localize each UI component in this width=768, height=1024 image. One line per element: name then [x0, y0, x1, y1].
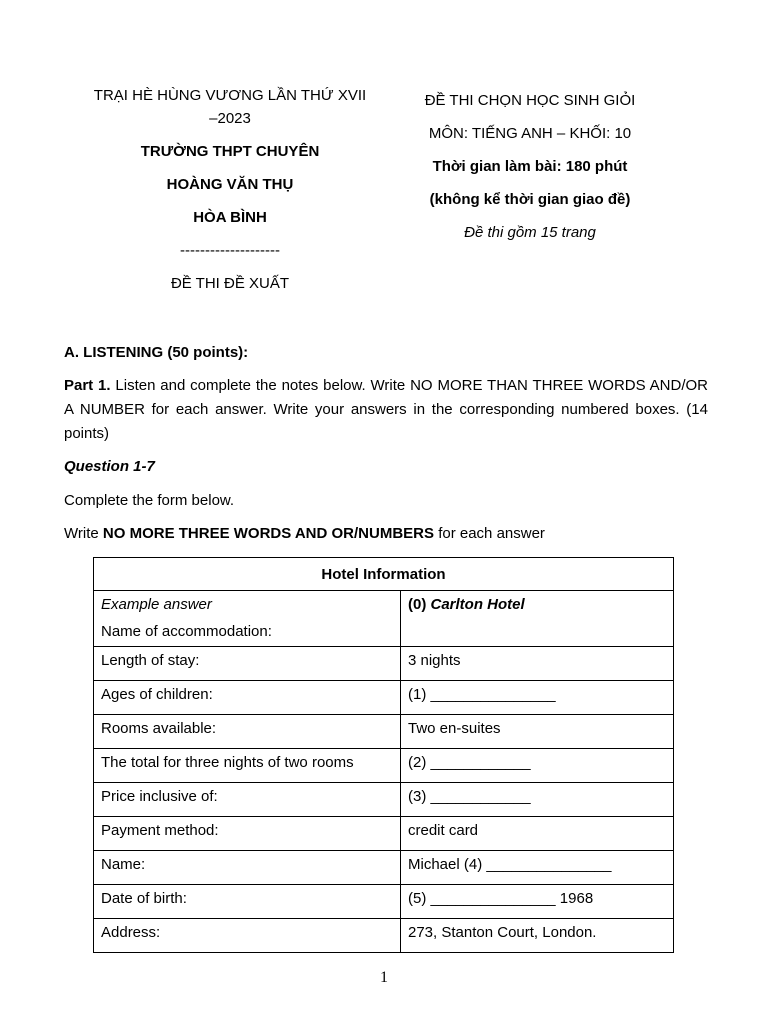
hotel-information-table	[93, 557, 674, 953]
table-row-example	[94, 591, 674, 647]
part-text: Listen and complete the notes below. Write NO MORE THAN THREE WORDS AND/OR A NUMBER for each answer. Write your answers in the corresponding numbered boxes. (14 points)	[64, 377, 709, 442]
row-value: 3 nights	[401, 647, 674, 681]
row-label: Address:	[94, 919, 401, 953]
table-row	[94, 715, 674, 749]
part-label: Part 1.	[64, 377, 111, 394]
part-1-instructions	[64, 374, 708, 446]
table-row	[94, 681, 674, 715]
section-title: A. LISTENING (50 points):	[64, 344, 249, 361]
example-field: Name of accommodation:	[101, 623, 272, 640]
proposal-label: ĐỀ THI ĐỀ XUẤT	[170, 275, 290, 292]
camp-title: TRẠI HÈ HÙNG VƯƠNG LẦN THỨ XVII	[93, 87, 367, 104]
row-value: credit card	[401, 817, 674, 851]
time-note: (không kể thời gian giao đề)	[429, 191, 631, 208]
exam-title: ĐỀ THI CHỌN HỌC SINH GIỎI	[424, 92, 636, 109]
example-value: Carlton Hotel	[430, 596, 525, 613]
subject-line: MÔN: TIẾNG ANH – KHỐI: 10	[428, 125, 632, 142]
table-title: Hotel Information	[94, 558, 674, 591]
instruction-pre: Write	[64, 525, 103, 542]
table-row	[94, 919, 674, 953]
row-label: Rooms available:	[94, 715, 401, 749]
header-divider: --------------------	[180, 242, 280, 259]
table-row	[94, 885, 674, 919]
table-row	[94, 647, 674, 681]
answer-blank-4[interactable]: Michael (4) _______________	[401, 851, 674, 885]
row-label: The total for three nights of two rooms	[94, 749, 401, 783]
answer-blank-1[interactable]: (1) _______________	[401, 681, 674, 715]
time-line: Thời gian làm bài: 180 phút	[432, 158, 628, 175]
camp-year: –2023	[209, 110, 251, 127]
answer-blank-2[interactable]: (2) ____________	[401, 749, 674, 783]
example-value-cell	[401, 591, 674, 647]
row-label: Date of birth:	[94, 885, 401, 919]
question-range: Question 1-7	[64, 458, 155, 475]
page-number: 1	[380, 969, 388, 986]
table-row	[94, 851, 674, 885]
table-row	[94, 783, 674, 817]
answer-blank-5[interactable]: (5) _______________ 1968	[401, 885, 674, 919]
instruction-bold: NO MORE THREE WORDS AND OR/NUMBERS	[102, 525, 435, 542]
row-value: 273, Stanton Court, London.	[401, 919, 674, 953]
row-label: Length of stay:	[94, 647, 401, 681]
instruction-post: for each answer	[434, 525, 545, 542]
table-row	[94, 749, 674, 783]
row-label: Ages of children:	[94, 681, 401, 715]
example-label-cell	[94, 591, 401, 647]
school-name-3: HÒA BÌNH	[193, 209, 267, 226]
instruction-word-limit	[64, 522, 708, 546]
header-left	[70, 84, 390, 295]
row-label: Price inclusive of:	[94, 783, 401, 817]
school-name-1: TRƯỜNG THPT CHUYÊN	[140, 143, 320, 160]
school-name-2: HOÀNG VĂN THỤ	[166, 176, 294, 193]
instruction-complete: Complete the form below.	[64, 492, 235, 509]
row-value: Two en-suites	[401, 715, 674, 749]
row-label: Payment method:	[94, 817, 401, 851]
page-count: Đề thi gồm 15 trang	[464, 224, 596, 241]
table-row	[94, 817, 674, 851]
answer-blank-3[interactable]: (3) ____________	[401, 783, 674, 817]
header-right	[390, 84, 670, 249]
example-label: Example answer	[101, 596, 212, 613]
row-label: Name:	[94, 851, 401, 885]
example-number: (0)	[408, 596, 431, 613]
